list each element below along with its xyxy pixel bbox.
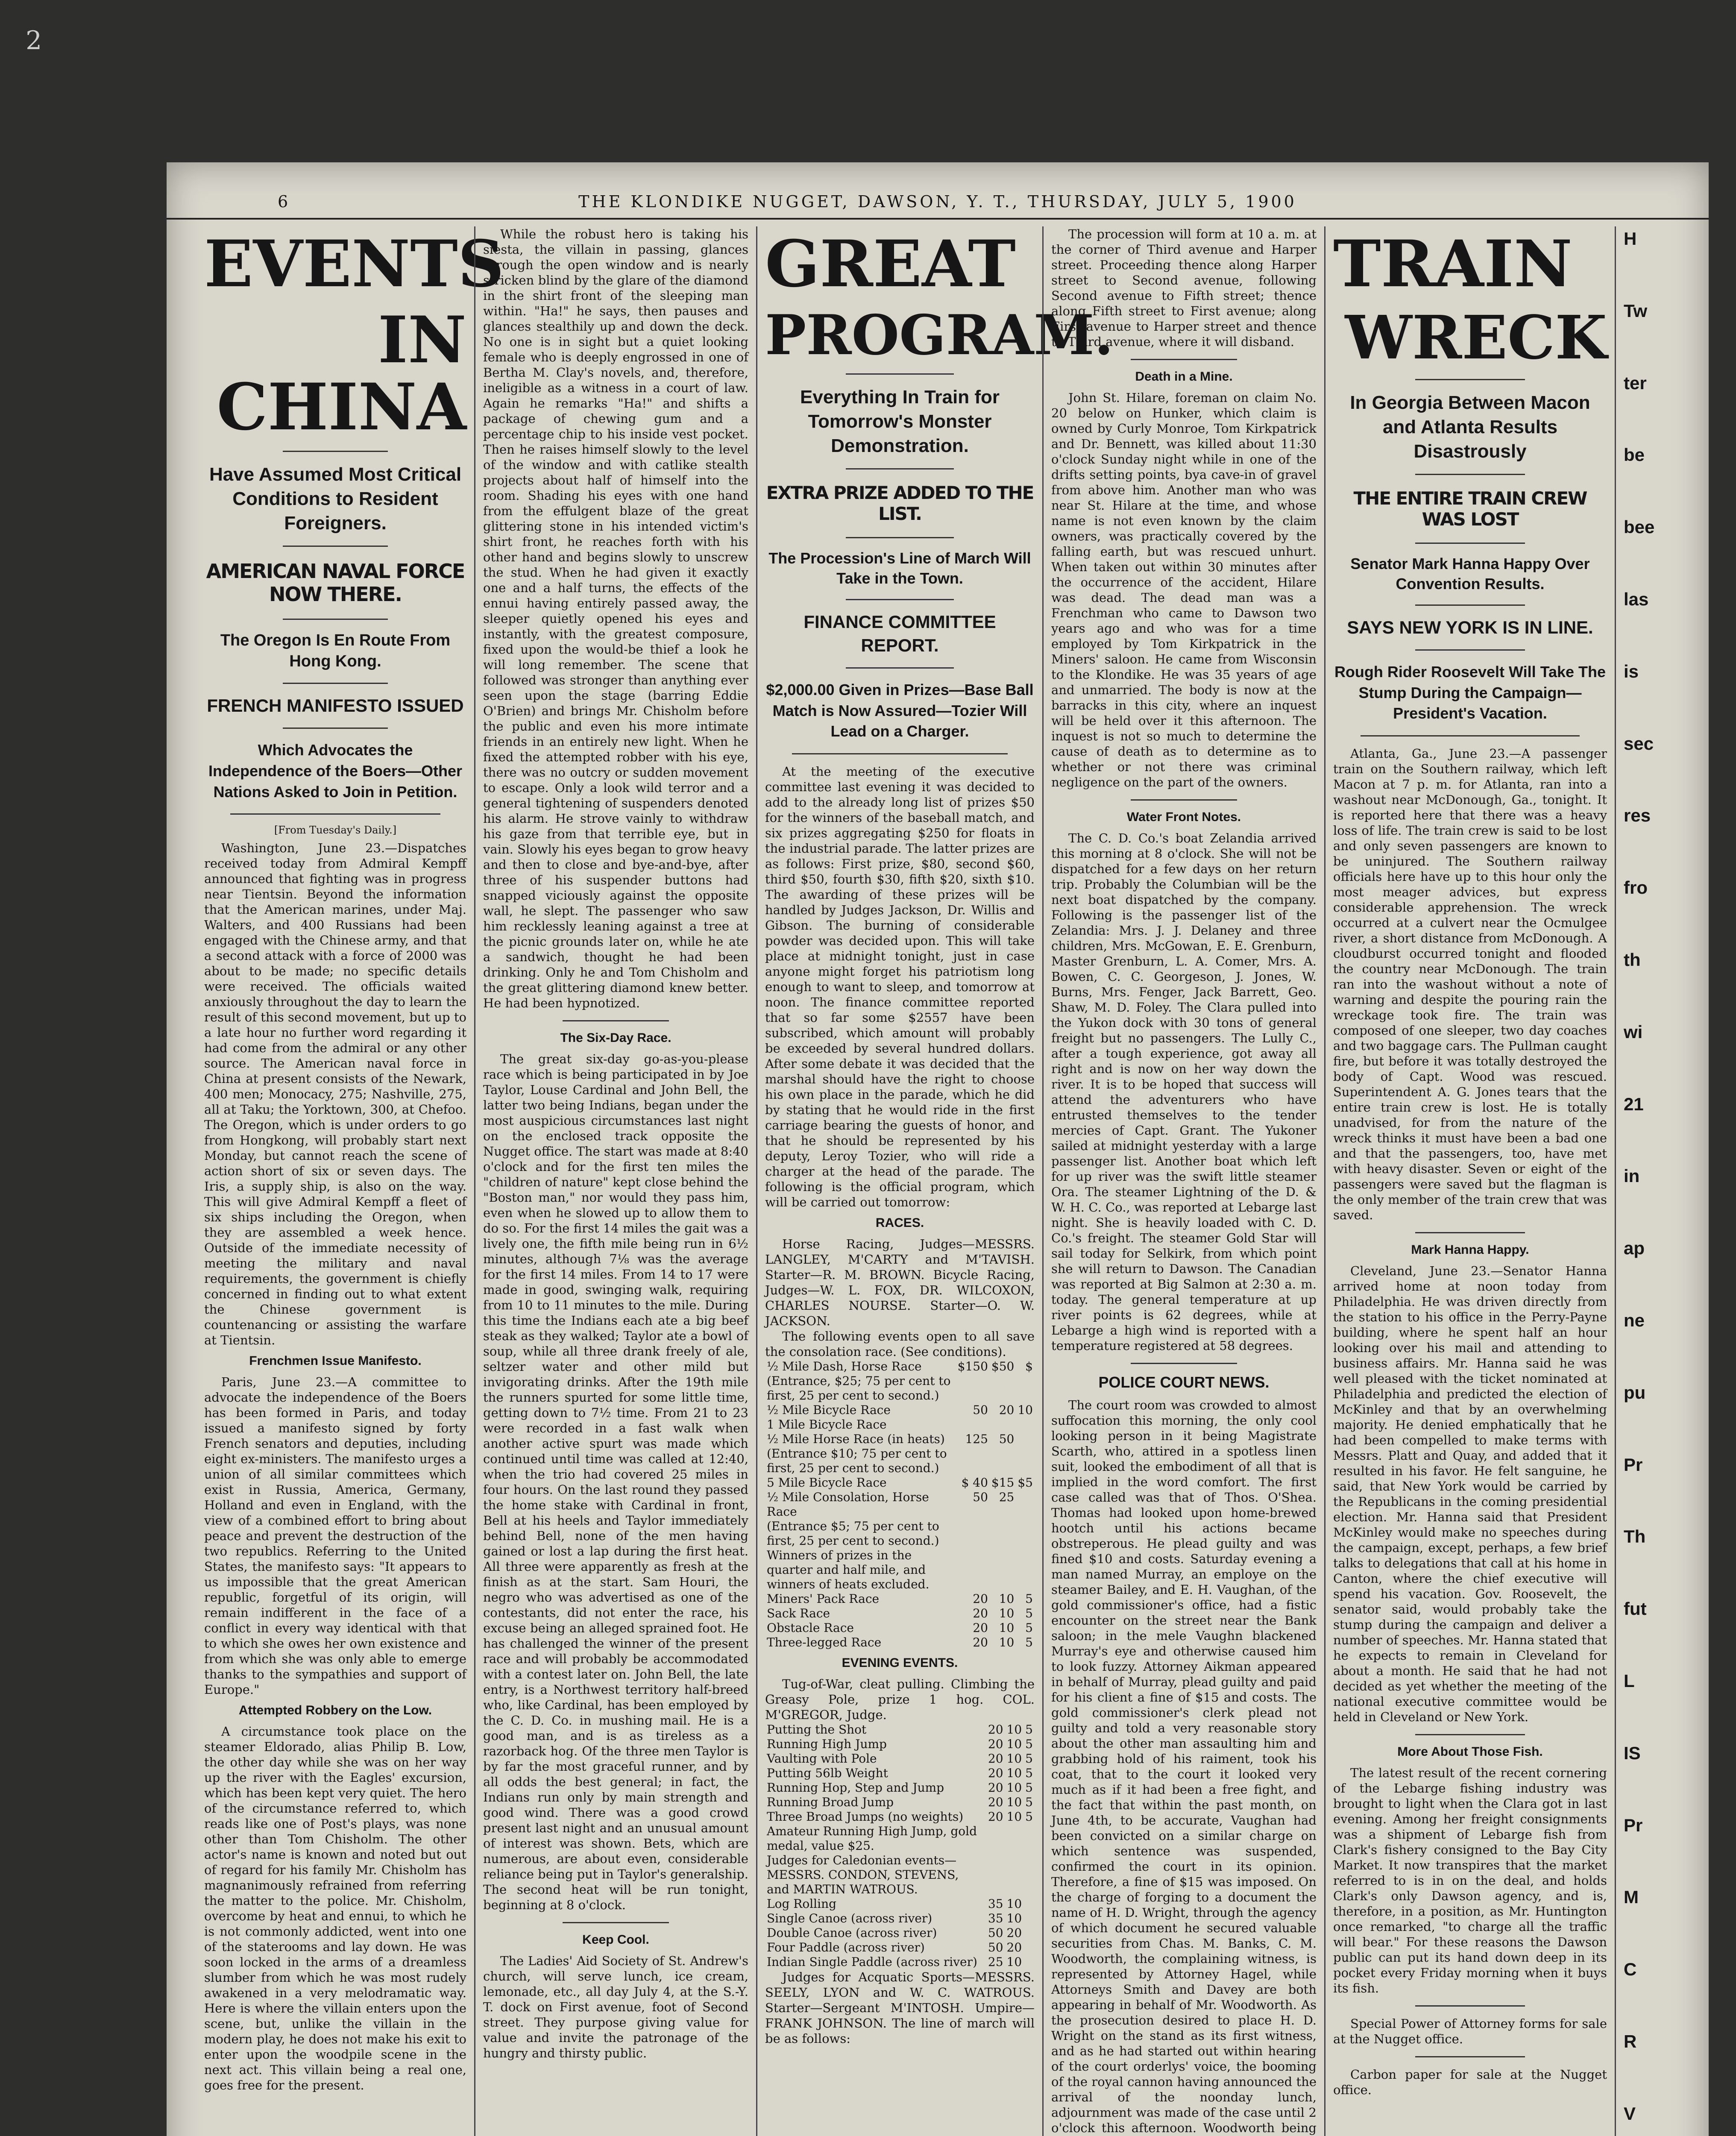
- divider: [1415, 2056, 1525, 2057]
- event-name: ½ Mile Horse Race (in heats): [767, 1432, 945, 1446]
- prize-p3: 5: [1025, 1781, 1033, 1795]
- divider: [846, 667, 953, 669]
- prize-p1: 20: [988, 1781, 1003, 1795]
- prize-p3: $5: [1018, 1476, 1033, 1490]
- column-4: [1042, 226, 1324, 2136]
- divider: [846, 373, 953, 375]
- event-name: Double Canoe (across river): [767, 1926, 937, 1940]
- cutoff-fragment: th: [1624, 949, 1641, 970]
- divider: [1415, 543, 1525, 544]
- cutoff-fragment: sec: [1624, 733, 1654, 754]
- article-china-body: Washington, June 23.—Dispatches received today from Admiral Kempff announced that fighting was in progress near Tientsin. Beyond the information that the American marines, under Maj. Walters, and 400 Russians had been engaged with the Chinese army, and that a second attack with a force of 2000 was about to be made; no specific details were received. The officials waited anxiously throughout the day to learn the result of this second movement, but up to a late hour no further word regarding it had come from the admiral or any other source. The American naval force in China at present consists of the Newark, 400 men; Monocacy, 275; Nashville, 275, all at Taku; the Yorktown, 300, at Chefoo. The Oregon, which is under orders to go from Hongkong, will probably start next Monday, but cannot reach the scene of action short of six or seven days. The Iris, a supply ship, is also on the way. This will give Admiral Kempff a fleet of six ships including the Oregon, when they are assembled a week hence. Outside of the immediate necessity of meeting the military and naval requirements, the government is chiefly concerned in finding out to what extent the Chinese government is countenancing or assisting the warfare at Tientsin.: [204, 841, 466, 1348]
- prize-p1: [986, 1824, 1005, 1853]
- prize-p3: [1016, 1446, 1035, 1476]
- subhead-keep-cool: Keep Cool.: [582, 1933, 649, 1947]
- divider: [1415, 1232, 1525, 1233]
- cutoff-fragment: M: [1624, 1887, 1639, 1907]
- prize-p1: 20: [988, 1752, 1003, 1766]
- prize-p1: 50: [988, 1940, 1003, 1955]
- prize-p1: 35: [988, 1911, 1003, 1926]
- source-note: [From Tuesday's Daily.]: [274, 824, 397, 836]
- prize-p3: [1023, 1940, 1035, 1955]
- prize-p3: 5: [1025, 1795, 1033, 1810]
- deck-critical-conditions: Have Assumed Most Critical Conditions to Resident Foreigners.: [209, 464, 462, 534]
- prize-p3: 5: [1025, 1621, 1033, 1635]
- deck-georgia: In Georgia Between Macon and Atlanta Results Disastrously: [1350, 392, 1590, 462]
- prize-p2: [990, 1446, 1016, 1476]
- deck-oregon: The Oregon Is En Route From Hong Kong.: [220, 631, 451, 671]
- prize-p3: [1016, 1548, 1035, 1592]
- event-name: Miners' Pack Race: [767, 1592, 880, 1606]
- cutoff-fragment: H: [1624, 229, 1637, 249]
- folio-text: THE KLONDIKE NUGGET, DAWSON, Y. T., THURSDAY, JULY 5, 1900: [578, 192, 1297, 211]
- prize-p1: 20: [988, 1722, 1003, 1737]
- cutoff-fragment: L: [1624, 1670, 1635, 1691]
- cutoff-fragment: fut: [1624, 1599, 1647, 1619]
- cutoff-fragment: in: [1624, 1166, 1640, 1186]
- prize-row: [765, 1722, 1035, 1737]
- subhead-death-in-mine: Death in a Mine.: [1135, 370, 1233, 384]
- prize-p1: $150: [957, 1359, 988, 1374]
- article-robbery-continued: While the robust hero is taking his siesta, the villain in passing, glances through the open window and is nearly stricken blind by the glare of the diamond in the shirt front of the sleeping man within. "Ha!" he says, then pauses and glances stealthily up and down the deck. No one is in sight but a quiet looking female who is deeply engrossed in one of Bertha M. Clay's novels, and, therefore, ineligible as a witness in a court of law. Again he remarks "Ha!" and shifts a package of chewing gum and a percentage chip to his inside vest pocket. Then he raises himself slowly to the level of the window and with catlike stealth projects about half of himself into the room. Shading his eyes with one hand from the effulgent blaze of the great glittering stone in his intended victim's shirt front, he reaches forth with his other hand and begins slowly to unscrew the stud. When he had given it exactly one and a half turns, the effects of the ennui having entirely passed away, the sleeper quietly opened his eyes and instantly, with the greatest composure, fixed upon the would-be thief a look he will long remember. The scene that followed was stronger than anything ever seen upon the stage (barring Eddie O'Brien) and brings Mr. Chisholm before the public and even his more intimate friends in an entirely new light. When he fixed the attempted robber with his eye, there was no outcry or sudden movement to escape. Only a look wild terror and a general tightening of suspenders denoted his alarm. He strove vainly to withdraw his gaze from that terrible eye, but in vain. Slowly his eyes began to grow heavy and then to close and bye-and-bye, after three of his suspender buttons had snapped viciously against the opposite wall, he slept. The passenger who saw him recklessly leaning against a tree at the picnic grounds later on, while he ate a sandwich, thought he had been drinking. Only he and Tom Chisholm and the great glittering diamond knew better. He had been hypnotized.: [483, 227, 748, 1010]
- cutoff-fragment: pu: [1624, 1382, 1646, 1402]
- deck-french-manifesto: FRENCH MANIFESTO ISSUED: [207, 695, 464, 716]
- deck-everything-in-train: Everything In Train for Tomorrow's Monster Demonstration.: [800, 386, 1000, 457]
- event-name: 5 Mile Bicycle Race: [767, 1476, 887, 1490]
- cutoff-fragment: Pr: [1624, 1454, 1643, 1475]
- folio-line: [167, 192, 1709, 220]
- prize-row: [765, 1853, 1035, 1897]
- cutoff-fragment: Th: [1624, 1526, 1646, 1547]
- prize-row: [765, 1432, 1035, 1446]
- article-police-court: The court room was crowded to almost suffocation this morning, the only cool looking person in it being Magistrate Scarth, who, attired in a spotless linen suit, looked the embodiment of all that is implied in the word comfort. The first case called was that of Thos. O'Shea. Thomas had looked upon home-brewed hootch until his actions became obstreperous. He plead guilty and was fined $10 and costs. Saturday evening a man named Murray, an employe on the steamer Bailey, and E. H. Vaughan, of the gold commissioner's office, had a fistic encounter on the street near the Bank saloon; in the mele Vaughn blackened Murray's eye and otherwise caused him to look fuzzy. Attorney Aikman appeared in behalf of Murray, plead guilty and paid for his client a fine of $15 and costs. The gold commissioner's clerk plead not guilty and told a very reasonable story about the other man assaulting him and grabbing hold of his raiment, took his coat, that to the court it looked very much as if it had been a free fight, and the fact that within the past month, on June 4th, to be accurate, Vaughan had been convicted on a similar charge on which sentence was suspended, confirmed the court in its opinion. Therefore, a fine of $15 was imposed. On the charge of forging to a document the name of H. D. Wright, through the agency of which document he secured valuable securities from Chas. M. Banks, C. M. Woodworth, the complaining witness, is represented by Attorney Hagel, while Attorneys Smith and Davey are both appearing in behalf of Mr. Woodworth. As the prosecution desired to place H. D. Wright on the stand as its first witness, and as he had started out within hearing of the court orderlys' voice, the booming of the royal cannon having announced the arrival of the noonday lunch, adjournment was made of the case until 2 o'clock this afternoon. Woodworth being: [1051, 1398, 1317, 2135]
- headline-events: EVENTS: [204, 226, 504, 302]
- prize-row: [765, 1955, 1035, 1969]
- headline-wreck: WRECK: [1345, 302, 1607, 373]
- prize-p3: 10: [1018, 1403, 1033, 1417]
- event-name: Four Paddle (across river): [767, 1940, 925, 1955]
- prize-p1: 20: [988, 1766, 1003, 1781]
- prize-p1: 25: [988, 1955, 1003, 1969]
- cutoff-fragment: be: [1624, 445, 1645, 465]
- races-intro: The following events open to all save the consolation race. (See conditions).: [765, 1329, 1035, 1359]
- subhead-water-front: Water Front Notes.: [1126, 810, 1241, 824]
- divider: [283, 451, 388, 452]
- divider: [283, 546, 388, 547]
- divider: [1415, 379, 1525, 380]
- article-program-body: At the meeting of the executive committee last evening it was decided to add to the already long list of prizes $50 for the winners of the baseball match, and six prizes aggregating $250 for floats in the industrial parade. The latter prizes are as follows: First prize, $80, second $60, third $50, fourth $30, fifth $20, sixth $10. The awarding of these prizes will be handled by Judges Jackson, Dr. Willis and Gibson. The burning of considerable powder was decided upon. This will take place at midnight tonight, just in case anyone might forget his patriotism long enough to want to sleep, and tomorrow at noon. The finance committee reported that so far some $2557 have been subscribed, which amount will probably be exceeded by several hundred dollars. After some debate it was decided that the marshal should have the right to choose his own place in the parade, which he did by stating that he would ride in the first carriage bearing the guests of honor, and that he should be represented by his deputy, Leroy Tozier, who will ride a charger at the head of the parade. The following is the official program, which will be carried out tomorrow:: [765, 764, 1035, 1210]
- article-fish: The latest result of the recent cornering of the Lebarge fishing industry was brought to light when the Clara got in last evening. Among her freight consignments was a shipment of Lebarge fish from Clark's fishery consigned to the Bay City Market. It now transpires that the market referred to is in on the deal, and holds Clark's only Dawson agency, and is, therefore, in a position, as Mr. Huntington once remarked, "to charge all the traffic will bear." For these reasons the Dawson public can put its hand down deep in its pocket every Friday morning when it buys its fish.: [1333, 1766, 1607, 1996]
- article-water-front: The C. D. Co.'s boat Zelandia arrived this morning at 8 o'clock. She will not be dispatched for a few days on her return trip. Probably the Columbian will be the next boat dispatched by the company. Following is the passenger list of the Zelandia: Mrs. J. J. Delaney and three children, Mrs. McGowan, E. E. Grenburn, Master Grenburn, L. A. Comer, Mrs. A. Bowen, C. C. Georgeson, J. Jones, W. Burns, Mrs. Fenger, Jack Barrett, Geo. Shaw, M. D. Foley. The Clara pulled into the Yukon dock with 30 tons of general freight but no passengers. The Lully C., after a tough experience, got away all right and is now on her way down the river. It is to be hoped that success will attend the adventurers who have entrusted themselves to the tender mercies of Capt. Grant. The Yukoner sailed at midnight yesterday with a large passenger list. Another boat which left for up river was the swift little steamer Ora. The steamer Lightning of the D. & W. H. C. Co., was reported at Lebarge last night. She is heavily loaded with C. D. Co.'s freight. The steamer Gold Star will sail today for Selkirk, from which point she will return to Dawson. The Canadian was reported at Big Salmon at 2:30 a. m. today. The general temperature at up river points is 62 degrees, while at Lebarge a high wind is reported with a temperature registered at 58 degrees.: [1051, 831, 1317, 1353]
- prize-p1: 20: [973, 1606, 988, 1621]
- prize-p2: [990, 1374, 1016, 1403]
- headline-great: GREAT: [765, 226, 1016, 302]
- event-name: Three-legged Race: [767, 1635, 882, 1650]
- prize-p2: 25: [999, 1490, 1015, 1505]
- event-name: (Entrance $5; 75 per cent to first, 25 per cent to second.): [767, 1519, 939, 1548]
- prize-row: [765, 1766, 1035, 1781]
- prize-p1: [956, 1446, 990, 1476]
- prize-p3: 5: [1025, 1606, 1033, 1621]
- evening-intro: Tug-of-War, cleat pulling. Climbing the Greasy Pole, prize 1 hog. COL. M'GREGOR, Judge.: [765, 1677, 1035, 1722]
- prize-row: [765, 1519, 1035, 1548]
- article-mark-hanna: Cleveland, June 23.—Senator Hanna arrived home at noon today from Philadelphia. He was driven directly from the station to his office in the Perry-Payne building, where he spent half an hour looking over his mail and attending to business affairs. Mr. Hanna said he was well pleased with the ticket nominated at Philadelphia and predicted the election of McKinley and that by an overwhelming majority. He denied emphatically that he had been compelled to make terms with Messrs. Platt and Quay, and added that it resulted in his favor. He felt sanguine, he said, that New York would be carried by the Republicans in the coming presidential election. Mr. Hanna said that President McKinley would make no speeches during the campaign, except, perhaps, a few brief talks to delegations that call at his home in Canton, where the chief executive will spend his vacation. Gov. Roosevelt, the senator said, would probably take the stump during the campaign and deliver a number of speeches. Mr. Hanna stated that he expects to remain in Cleveland for about a month. He said that he had not decided as yet whether the meeting of the national executive committee would be held in Cleveland or New York.: [1333, 1264, 1607, 1725]
- prize-p3: [1016, 1519, 1035, 1548]
- prize-p2: $50: [991, 1359, 1015, 1374]
- divider: [1361, 735, 1580, 736]
- divider: [846, 468, 953, 469]
- prize-p2: 10: [1006, 1766, 1022, 1781]
- event-name: Putting the Shot: [767, 1722, 867, 1737]
- cutoff-fragment: C: [1624, 1959, 1637, 1980]
- prize-p2: [1005, 1853, 1024, 1897]
- prize-p2: 20: [1006, 1940, 1022, 1955]
- divider: [563, 1922, 669, 1923]
- prize-p1: 20: [973, 1621, 988, 1635]
- prize-row: [765, 1621, 1035, 1635]
- prize-p2: [990, 1417, 1016, 1432]
- event-name: Running Broad Jump: [767, 1795, 894, 1810]
- cutoff-fragment: fro: [1624, 877, 1648, 898]
- prize-p1: $ 40: [961, 1476, 988, 1490]
- prize-p2: [990, 1548, 1016, 1592]
- prize-p2: 10: [1006, 1795, 1022, 1810]
- column-6-cutoff: [1615, 226, 1709, 2136]
- divider: [1131, 799, 1237, 801]
- page-number: 6: [278, 192, 291, 211]
- divider: [283, 683, 388, 684]
- article-robbery-body: A circumstance took place on the steamer Eldorado, alias Philip B. Low, the other day while she was on her way up the river with the Eagles' excursion, which has been kept very quiet. The hero of the circumstance referred to, which reads like one of Post's plays, was none other than Tom Chisholm. The other actor's name is known and noted but out of regard for his family Mr. Chisholm has magnanimously refrained from referring the matter to the police. Mr. Chisholm, overcome by heat and ennui, to which he is not commonly addicted, went into one of the staterooms and lay down. He was soon locked in the arms of a dreamless slumber from which he was most rudely awakened in a very melodramatic way. Here is where the villain enters upon the scene, but, unlike the villain in the modern play, he does not make his exit to enter upon the woodpile scene in the next act. This villain being a real one, goes free for the present.: [204, 1724, 466, 2093]
- cutoff-fragment: V: [1624, 2103, 1636, 2124]
- subhead-attempted-robbery: Attempted Robbery on the Low.: [238, 1703, 432, 1718]
- prize-p3: 5: [1025, 1810, 1033, 1824]
- prize-p2: $15: [991, 1476, 1015, 1490]
- headline-in-china: IN CHINA: [217, 302, 466, 445]
- divider: [1415, 604, 1525, 606]
- prize-p3: [1016, 1374, 1035, 1403]
- deck-roosevelt: Rough Rider Roosevelt Will Take The Stump During the Campaign—President's Vacation.: [1334, 663, 1606, 722]
- divider: [1415, 649, 1525, 651]
- prize-p2: 10: [1006, 1810, 1022, 1824]
- divider: [1131, 359, 1237, 360]
- prize-row: [765, 1374, 1035, 1403]
- prize-row: [765, 1592, 1035, 1606]
- divider: [563, 1020, 669, 1021]
- prize-row: [765, 1897, 1035, 1911]
- prize-row: [765, 1752, 1035, 1766]
- divider: [283, 619, 388, 620]
- prize-p3: 5: [1025, 1766, 1033, 1781]
- prize-p2: 10: [1006, 1737, 1022, 1752]
- prize-row: [765, 1911, 1035, 1926]
- prize-p2: 10: [1006, 1752, 1022, 1766]
- event-name: ½ Mile Dash, Horse Race: [767, 1359, 922, 1374]
- prize-p1: [986, 1853, 1005, 1897]
- prize-p3: 5: [1025, 1635, 1033, 1650]
- article-death-in-mine: John St. Hilare, foreman on claim No. 20 below on Hunker, which claim is owned by Curly Monroe, Tom Kirkpatrick and Dr. Bennett, was killed about 11:30 o'clock Sunday night while in one of the drifts setting points, bya cave-in of gravel from above him. Another man who was near St. Hilare at the time, and whose name is not even known by the claim owners, was practically covered by the falling earth, but was rescued unhurt. When taken out within 30 minutes after the occurrence of the accident, Hilare was dead. The dead man was a Frenchman who came to Dawson two years ago and who was for a time employed by Tom Kirkpatrick in the Miners' saloon. He came from Wisconsin to the Klondike. He was 35 years of age and unmarried. The body is now at the barracks in this city, where an inquest will be held over it this afternoon. The inquest is not so much to determine the cause of death as to determine as to whether or not there was criminal negligence on the part of the owners.: [1051, 390, 1317, 789]
- prize-p2: 10: [999, 1592, 1015, 1606]
- divider: [1131, 1363, 1237, 1364]
- article-keep-cool: The Ladies' Aid Society of St. Andrew's church, will serve lunch, ice cream, lemonade, etc., all day July 4, at the S.-Y. T. dock on First avenue, foot of Second street. They purpose giving value for value and invite the patronage of the hungry and thirsty public.: [483, 1954, 748, 2060]
- prize-row: [765, 1606, 1035, 1621]
- divider: [846, 599, 953, 600]
- column-2: [474, 226, 756, 2136]
- prize-p3: 5: [1025, 1722, 1033, 1737]
- deck-boers: Which Advocates the Independence of the Boers—Other Nations Asked to Join in Petition.: [208, 741, 463, 801]
- prize-p2: 10: [1006, 1781, 1022, 1795]
- prize-p1: 125: [965, 1432, 988, 1446]
- prize-p3: [1016, 1490, 1035, 1519]
- event-name: Putting 56lb Weight: [767, 1766, 888, 1781]
- event-name: Obstacle Race: [767, 1621, 854, 1635]
- prize-p1: 20: [988, 1795, 1003, 1810]
- prize-row: [765, 1781, 1035, 1795]
- cutoff-fragments: [1624, 226, 1701, 2136]
- prize-p2: [990, 1519, 1016, 1548]
- divider: [1415, 1734, 1525, 1735]
- prize-p2: [1005, 1824, 1024, 1853]
- prize-p3: 5: [1025, 1592, 1033, 1606]
- subhead-evening-events: EVENING EVENTS.: [842, 1656, 958, 1670]
- event-name: (Entrance, $25; 75 per cent to first, 25 per cent to second.): [767, 1374, 951, 1403]
- prize-p2: 20: [999, 1403, 1015, 1417]
- subhead-mark-hanna: Mark Hanna Happy.: [1411, 1243, 1529, 1257]
- prize-row: [765, 1810, 1035, 1824]
- prize-p3: [1016, 1417, 1035, 1432]
- prize-p1: [956, 1548, 990, 1592]
- event-name: ½ Mile Consolation, Horse Race: [767, 1490, 929, 1519]
- cutoff-fragment: wi: [1624, 1021, 1643, 1042]
- prize-p2: 50: [999, 1432, 1015, 1446]
- prize-p3: [1016, 1432, 1035, 1446]
- prize-p1: 50: [973, 1403, 988, 1417]
- prize-p1: 20: [973, 1635, 988, 1650]
- prize-p1: 50: [988, 1926, 1003, 1940]
- deck-hanna-happy: Senator Mark Hanna Happy Over Convention Results.: [1350, 555, 1590, 593]
- deck-line-of-march: The Procession's Line of March Will Take in the Town.: [768, 549, 1031, 587]
- event-name: Amateur Running High Jump, gold medal, value $25.: [767, 1824, 977, 1853]
- event-name: Three Broad Jumps (no weights): [767, 1810, 964, 1824]
- races-table: [765, 1359, 1035, 1650]
- prize-p1: 50: [973, 1490, 988, 1505]
- prize-row: [765, 1795, 1035, 1810]
- prize-p2: 10: [1006, 1897, 1022, 1911]
- prize-p1: 20: [988, 1810, 1003, 1824]
- prize-p3: [1023, 1955, 1035, 1969]
- headline-program: PROGRAM.: [765, 303, 1114, 367]
- prize-p3: [1023, 1824, 1035, 1853]
- divider: [230, 813, 440, 815]
- divider: [1415, 474, 1525, 475]
- prize-p2: 10: [999, 1621, 1015, 1635]
- subhead-fish: More About Those Fish.: [1397, 1745, 1543, 1759]
- cutoff-fragment: ter: [1624, 373, 1647, 393]
- deck-new-york-in-line: SAYS NEW YORK IS IN LINE.: [1347, 617, 1593, 637]
- article-procession-route: The procession will form at 10 a. m. at the corner of Third avenue and Harper street. Proceeding thence along Harper street to Second avenue, following Second avenue to Fifth street; thence along Fifth street to First avenue; along First avenue to Harper street and thence to Third avenue, where it will disband.: [1051, 227, 1317, 349]
- evening-table: [765, 1722, 1035, 1969]
- subhead-frenchmen-manifesto: Frenchmen Issue Manifesto.: [249, 1354, 422, 1368]
- prize-p1: 20: [988, 1737, 1003, 1752]
- subhead-police-court: POLICE COURT NEWS.: [1098, 1373, 1270, 1391]
- races-judges: Horse Racing, Judges—MESSRS. LANGLEY, M'CARTY and M'TAVISH. Starter—R. M. BROWN. Bicycle Racing, Judges—W. L. FOX, DR. WILCOXON, CHARLES NOURSE. Starter—O. W. JACKSON.: [765, 1237, 1035, 1329]
- event-name: Indian Single Paddle (across river): [767, 1955, 977, 1969]
- prize-p2: 10: [999, 1635, 1015, 1650]
- deck-extra-prize: EXTRA PRIZE ADDED TO THE LIST.: [766, 482, 1034, 525]
- deck-train-crew-lost: THE ENTIRE TRAIN CREW WAS LOST: [1353, 488, 1587, 530]
- subhead-six-day-race: The Six-Day Race.: [560, 1031, 672, 1045]
- divider: [792, 753, 1008, 754]
- prize-p3: [1023, 1911, 1035, 1926]
- deck-naval-force: AMERICAN NAVAL FORCE NOW THERE.: [206, 560, 465, 606]
- prize-row: [765, 1940, 1035, 1955]
- prize-p3: [1023, 1853, 1035, 1897]
- column-5: [1324, 226, 1615, 2136]
- cutoff-fragment: las: [1624, 589, 1649, 609]
- headline-train: TRAIN: [1333, 226, 1572, 302]
- prize-row: [765, 1824, 1035, 1853]
- article-train-wreck: Atlanta, Ga., June 23.—A passenger train on the Southern railway, which left Macon at 7 p. m. for Atlanta, ran into a washout near McDonough, Ga., tonight. It is reported here that there was a heavy loss of life. The train crew is said to be lost and only seven passengers are known to be uninjured. The Southern railway officials here have up to this hour only the most meager advices, but express considerable apprehension. The wreck occurred at a culvert near the Ocmulgee river, a short distance from McDonough. A cloudburst occurred tonight and flooded the country near McDonough. The train ran into the washout without a note of warning and despite the pouring rain the wreckage took fire. The train was composed of one sleeper, two day coaches and two baggage cars. The Pullman caught fire, but before it was totally destroyed the body of Capt. Wood was rescued. Superintendent A. G. Jones tears that the entire train crew is lost. He is totally unadvised, for from the nature of the wreck thinks it must have been a bad one and that the passengers, too, have met with heavy disaster. Seven or eight of the passengers were saved but the flagman is the only member of the train crew that was saved.: [1333, 746, 1607, 1223]
- cutoff-fragment: 21: [1624, 1094, 1644, 1114]
- prize-p1: [956, 1417, 990, 1432]
- event-name: Running High Jump: [767, 1737, 887, 1752]
- prize-row: [765, 1926, 1035, 1940]
- column-3: [756, 226, 1114, 2136]
- prize-p1: 35: [988, 1897, 1003, 1911]
- prize-p1: [956, 1519, 990, 1548]
- frame-margin-mark: 2: [26, 26, 42, 56]
- program-closing: Judges for Acquatic Sports—MESSRS. SEELY, LYON and W. C. WATROUS. Starter—Sergeant M'INTOSH. Umpire—FRANK JOHNSON. The line of march will be as follows:: [765, 1970, 1035, 2046]
- divider: [846, 537, 953, 538]
- prize-row: [765, 1548, 1035, 1592]
- event-name: Single Canoe (across river): [767, 1911, 933, 1926]
- divider: [1415, 2005, 1525, 2007]
- prize-p3: 5: [1025, 1752, 1033, 1766]
- prize-p2: 10: [1006, 1955, 1022, 1969]
- prize-p2: 10: [999, 1606, 1015, 1621]
- prize-p3: [1023, 1926, 1035, 1940]
- prize-p3: 5: [1025, 1737, 1033, 1752]
- event-name: Sack Race: [767, 1606, 830, 1621]
- prize-row: [765, 1490, 1035, 1519]
- event-name: (Entrance $10; 75 per cent to first, 25 per cent to second.): [767, 1446, 947, 1476]
- prize-p1: 20: [973, 1592, 988, 1606]
- cutoff-fragment: IS: [1624, 1743, 1641, 1763]
- ad-carbon-paper: Carbon paper for sale at the Nugget office.: [1333, 2067, 1607, 2098]
- prize-p2: 20: [1006, 1926, 1022, 1940]
- article-six-day-race: The great six-day go-as-you-please race which is being participated in by Joe Taylor, Louse Cardinal and John Bell, the latter two being Indians, began under the most auspicious circumstances last night on the enclosed track opposite the Nugget office. The start was made at 8:40 o'clock and for the first ten miles the "children of nature" kept close behind the "Boston man," nor would they pass him, even when he slowed up to allow them to do so. For the first 14 miles the gait was a lively one, the fifth mile being run in 6½ minutes, although 7⅛ was the average for the first 14 miles. From 14 to 17 were made in good, swinging walk, requiring from 10 to 11 minutes to the mile. During this time the Indians each ate a big beef steak as they walked; Taylor ate a bowl of soup, while all three drank freely of ale, seltzer water and other mild but invigorating drinks. After the 19th mile the runners spurted for some little time, getting down to 7½ time. From 21 to 23 were recorded in a fast walk when another active spurt was made which continued until time was called at 12:40, when the trio had covered 25 miles in four hours. On the last round they passed the home stake with Cardinal in front, Bell at his heels and Taylor immediately behind Bell, none of the men having gained or lost a lap during the first heat. All three were apparently as fresh at the finish as at the start. Sam Houri, the negro who was advertised as one of the contestants, did not enter the race, his excuse being an alleged sprained foot. He has challenged the winner of the present race and will probably be accommodated with a contest later on. John Bell, the late entry, is a Northwest territory half-breed who, like Cardinal, has been employed by the C. D. Co. in mushing mail. He is a good man, and is as tireless as a razorback hog. Of the three men Taylor is by far the most graceful runner, and by all odds the best general; in fact, the Indians run only by main strength and good wind. There was a good crowd present last night and an unusual amount of interest was shown. Bets, which are numerous, are about even, considerable reliance being put in Taylor's generalship. The second heat will be run tonight, beginning at 8 o'clock.: [483, 1052, 748, 1912]
- prize-row: [765, 1737, 1035, 1752]
- event-name: Judges for Caledonian events—MESSRS. CONDON, STEVENS, and MARTIN WATROUS.: [767, 1853, 959, 1897]
- cutoff-fragment: R: [1624, 2031, 1637, 2051]
- subhead-races: RACES.: [875, 1216, 924, 1230]
- event-name: 1 Mile Bicycle Race: [767, 1417, 887, 1432]
- column-1: [196, 226, 504, 2136]
- deck-prizes: $2,000.00 Given in Prizes—Base Ball Match is Now Assured—Tozier Will Lead on a Charger.: [766, 681, 1034, 740]
- cutoff-fragment: is: [1624, 661, 1639, 681]
- deck-finance-committee: FINANCE COMMITTEE REPORT.: [803, 612, 996, 655]
- cutoff-fragment: ap: [1624, 1238, 1645, 1259]
- prize-p1: [956, 1374, 990, 1403]
- cutoff-fragment: res: [1624, 805, 1651, 826]
- prize-p3: [1023, 1897, 1035, 1911]
- event-name: Winners of prizes in the quarter and half mile, and winners of heats excluded.: [767, 1548, 930, 1592]
- prize-row: [765, 1359, 1035, 1374]
- cutoff-fragment: Pr: [1624, 1815, 1643, 1835]
- prize-p2: 10: [1006, 1911, 1022, 1926]
- event-name: Log Rolling: [767, 1897, 837, 1911]
- event-name: ½ Mile Bicycle Race: [767, 1403, 891, 1417]
- newspaper-page: [167, 162, 1709, 2136]
- prize-row: [765, 1635, 1035, 1650]
- divider: [283, 728, 388, 729]
- event-name: Vaulting with Pole: [767, 1752, 877, 1766]
- article-manifesto-body: Paris, June 23.—A committee to advocate the independence of the Boers has been formed in Paris, and today issued a manifesto signed by forty French senators and deputies, including eight ex-ministers. The manifesto urges a union of all similar committees which exist in Russia, America, Germany, Holland and even in England, with the view of a combined effort to bring about peace and prevent the destruction of the two republics. Referring to the United States, the manifesto says: "It appears to us impossible that the great American republic, forgetful of its origin, will remain indifferent in the face of a conflict in every way identical with that to which she owes her own existence and from which she was only able to emerge thanks to the sympathies and support of Europe.": [204, 1375, 466, 1697]
- prize-row: [765, 1476, 1035, 1490]
- cutoff-fragment: bee: [1624, 517, 1655, 537]
- prize-row: [765, 1417, 1035, 1432]
- prize-p2: 10: [1006, 1722, 1022, 1737]
- prize-row: [765, 1446, 1035, 1476]
- event-name: Running Hop, Step and Jump: [767, 1781, 944, 1795]
- prize-row: [765, 1403, 1035, 1417]
- cutoff-fragment: ne: [1624, 1310, 1645, 1330]
- ad-power-of-attorney: Special Power of Attorney forms for sale at the Nugget office.: [1333, 2016, 1607, 2047]
- prize-p3: $: [1025, 1359, 1033, 1374]
- cutoff-fragment: Tw: [1624, 300, 1648, 321]
